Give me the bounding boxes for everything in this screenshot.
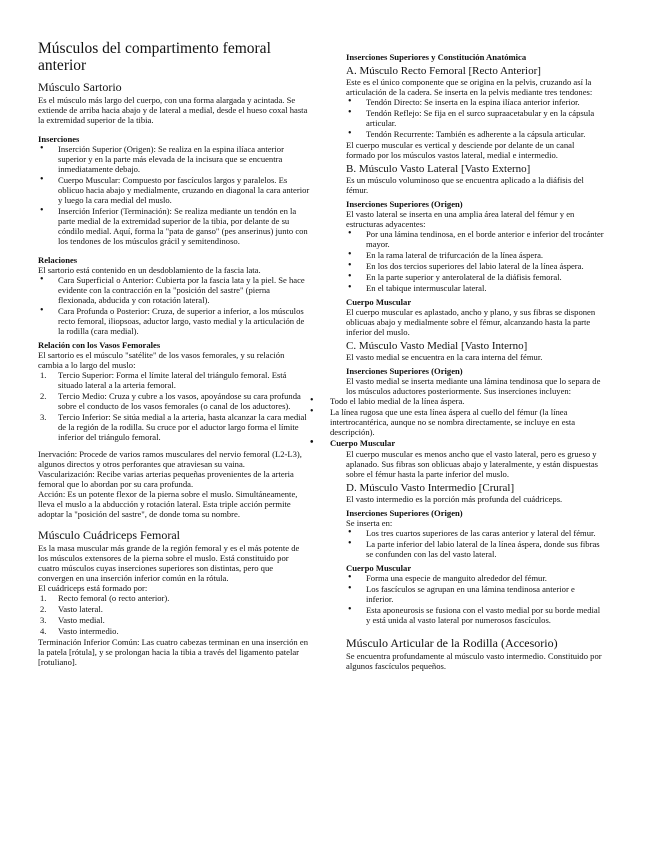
- list-item: • Por una lámina tendinosa, en el borde anterior e inferior del trocánter mayor.: [346, 229, 604, 249]
- cuadriceps-heading: Músculo Cuádriceps Femoral: [38, 528, 180, 542]
- list-item: • En la rama lateral de trifurcación de la línea áspera.: [346, 250, 604, 260]
- medial-heading: C. Músculo Vasto Medial [Vasto Interno]: [346, 340, 528, 352]
- intermedio-heading: D. Músculo Vasto Intermedio [Crural]: [346, 482, 515, 494]
- list-item: 3. Tercio Inferior: Se sitúa medial a la arteria, hasta alcanzar la cara medial de la región de la rodilla. Su cruce por el aductor largo forma el límite inferior del triángulo femoral.: [40, 412, 307, 442]
- sartorio-heading: Músculo Sartorio: [38, 80, 122, 94]
- inervacion-text: Inervación: Procede de varios ramos musculares del nervio femoral (L2-L3), algunos directos y otros perforantes que atraviesan su vaina.: [38, 449, 302, 469]
- list-item: • Tendón Reflejo: Se fija en el surco supraacetabular y en la cápsula articular.: [346, 108, 604, 128]
- intermedio-ins-list: [346, 528, 604, 559]
- inserciones-list: [38, 144, 310, 246]
- list-item: • Forma una especie de manguito alrededor del fémur.: [346, 573, 604, 583]
- recto-cuerpo: El cuerpo muscular es vertical y desciende por delante de un canal formado por los músculos vastos lateral, medial e intermedio.: [346, 140, 575, 160]
- medial-outer-list: [310, 396, 604, 448]
- vascularizacion-text: Vascularización: Recibe varias arterias pequeñas provenientes de la arteria femoral que lo abordan por su cara profunda.: [38, 469, 294, 489]
- relaciones-list: [38, 275, 310, 336]
- cuadriceps-parts-list: [38, 593, 310, 636]
- list-item: • Los tres cuartos superiores de las caras anterior y lateral del fémur.: [346, 528, 604, 538]
- list-item: • Inserción Superior (Origen): Se realiza en la espina ilíaca anterior superior y en la parte más elevada de la incisura que se encuentra inmediatamente debajo.: [38, 144, 310, 174]
- cuadriceps-intro: Es la masa muscular más grande de la región femoral y es el más potente de los músculos extensores de la pierna sobre el muslo. Está constituido por cuatro músculos cuyas inserciones superiores son distintas, pero que convergen en una inserción inferior común en la rótula.: [38, 543, 300, 583]
- medial-cuerpo: El cuerpo muscular es menos ancho que el vasto lateral, pero es grueso y aplanado. Sus fibras son oblicuas abajo y lateralmente, y están dispuestas sobre el fémur hasta la parte inferior del muslo.: [346, 449, 599, 479]
- vasos-intro: El sartorio es el músculo "satélite" de los vasos femorales, y su relación cambia a lo largo del muslo:: [38, 350, 285, 370]
- lateral-heading: B. Músculo Vasto Lateral [Vasto Externo]: [346, 163, 531, 175]
- list-item: 1. Recto femoral (o recto anterior).: [40, 593, 170, 603]
- intermedio-ins-heading: Inserciones Superiores (Origen): [346, 508, 463, 518]
- articular-text: Se encuentra profundamente al músculo vasto intermedio. Constituido por algunos fascículos pequeños.: [346, 651, 602, 671]
- intermedio-ins-intro: Se inserta en:: [346, 518, 393, 528]
- lateral-cuerpo-heading: Cuerpo Muscular: [346, 297, 412, 307]
- list-item: • Cuerpo Muscular: [310, 438, 604, 448]
- lateral-ins-intro: El vasto lateral se inserta en una amplia área lateral del fémur y en estructuras adyacentes:: [346, 209, 575, 229]
- list-item: • La parte inferior del labio lateral de la línea áspera, donde sus fibras se confunden con las del vasto lateral.: [346, 539, 604, 559]
- document-title: Músculos del compartimento femoral anterior: [38, 40, 271, 74]
- list-item: 2. Vasto lateral.: [40, 604, 103, 614]
- list-item: • Todo el labio medial de la línea áspera.: [310, 396, 604, 406]
- list-item: • Cara Profunda o Posterior: Cruza, de superior a inferior, a los músculos recto femoral, iliopsoas, aductor largo, vasto medial y la articulación de la rodilla (cara medial).: [38, 306, 310, 336]
- lateral-ins-list: [346, 229, 604, 293]
- intermedio-cuerpo-list: [346, 573, 604, 625]
- sartorio-intro: Es el músculo más largo del cuerpo, con una forma alargada y acintada. Se extiende de arriba hacia abajo y de lateral a medial, desde el hueso coxal hasta la extremidad superior de la tibia.: [38, 95, 308, 125]
- medial-ins-heading: Inserciones Superiores (Origen): [346, 366, 463, 376]
- terminacion-text: Terminación Inferior Común: Las cuatro cabezas terminan en una inserción en la patela [rótula], y se prolongan hacia la tibia a través del ligamento patelar [rotuliano].: [38, 637, 308, 667]
- vasos-list: [38, 370, 310, 442]
- vasos-heading: Relación con los Vasos Femorales: [38, 340, 161, 350]
- section-heading: Inserciones Superiores y Constitución Anatómica: [346, 52, 527, 62]
- list-item: • Cuerpo Muscular: Compuesto por fascículos largos y paralelos. Es oblicuo hacia abajo y medialmente, cruzando en diagonal la cara anterior y luego la cara medial del muslo.: [38, 175, 310, 205]
- articular-heading: Músculo Articular de la Rodilla (Accesorio): [346, 636, 558, 650]
- recto-intro: Este es el único componente que se origina en la pelvis, cruzando así la articulación de la cadera. Se inserta en la pelvis mediante tres tendones:: [346, 77, 593, 97]
- left-column: [38, 40, 310, 667]
- list-item: • Los fascículos se agrupan en una lámina tendinosa anterior e inferior.: [346, 584, 604, 604]
- right-column: [330, 52, 616, 671]
- relaciones-intro: El sartorio está contenido en un desdoblamiento de la fascia lata.: [38, 265, 261, 275]
- list-item: 4. Vasto intermedio.: [40, 626, 119, 636]
- list-item: 2. Tercio Medio: Cruza y cubre a los vasos, apoyándose su cara profunda sobre el conducto de los vasos femorales (o canal de los aductores).: [40, 391, 301, 411]
- list-item: • En los dos tercios superiores del labio lateral de la línea áspera.: [346, 261, 604, 271]
- list-item: • Inserción Inferior (Terminación): Se realiza mediante un tendón en la parte medial de la extremidad superior de la tibia, por delante de su cóndilo medial. Aquí, forma la "pata de ganso" (pes anserinus) junto con los tendones de los músculos grácil y semitendinoso.: [38, 206, 310, 246]
- list-item: • La línea rugosa que une esta línea áspera al cuello del fémur (la línea intertrocantérica, aunque no se nombra directamente, se incluye en esta descripción).: [310, 407, 604, 437]
- list-item: • En la parte superior y anterolateral de la diáfisis femoral.: [346, 272, 604, 282]
- recto-tendones-list: [346, 97, 604, 139]
- accion-text: Acción: Es un potente flexor de la pierna sobre el muslo. Simultáneamente, lleva el muslo a la abducción y rotación lateral. Esta triple acción permite adoptar la "posición del sastre", de donde toma su nombre.: [38, 489, 298, 519]
- inserciones-heading: Inserciones: [38, 134, 80, 144]
- recto-heading: A. Músculo Recto Femoral [Recto Anterior]: [346, 65, 541, 77]
- list-item: • Esta aponeurosis se fusiona con el vasto medial por su borde medial y está unida al vasto lateral por numerosos fascículos.: [346, 605, 604, 625]
- intermedio-intro: El vasto intermedio es la porción más profunda del cuádriceps.: [346, 494, 563, 504]
- list-item: • Tendón Recurrente: También es adherente a la cápsula articular.: [346, 129, 604, 139]
- medial-intro: El vasto medial se encuentra en la cara interna del fémur.: [346, 352, 543, 362]
- lateral-cuerpo: El cuerpo muscular es aplastado, ancho y plano, y sus fibras se disponen oblicuas abajo y medialmente sobre el fémur, alcanzando hasta la parte inferior del muslo.: [346, 307, 596, 337]
- list-item: 1. Tercio Superior: Forma el límite lateral del triángulo femoral. Está situado lateral a la arteria femoral.: [40, 370, 287, 390]
- lateral-intro: Es un músculo voluminoso que se encuentra aplicado a la diáfisis del fémur.: [346, 175, 584, 195]
- list-item: • Cara Superficial o Anterior: Cubierta por la fascia lata y la piel. Se hace evidente con la contracción en la "posición del sastre" (pierna flexionada, abducida y con rotación lateral).: [38, 275, 310, 305]
- list-item: • Tendón Directo: Se inserta en la espina ilíaca anterior inferior.: [346, 97, 604, 107]
- medial-ins-intro: El vasto medial se inserta mediante una lámina tendinosa que lo separa de los músculos aductores posteriormente. Sus inserciones incluyen:: [346, 376, 601, 396]
- list-item: 3. Vasto medial.: [40, 615, 105, 625]
- lateral-ins-heading: Inserciones Superiores (Origen): [346, 199, 463, 209]
- list-item: • En el tabique intermuscular lateral.: [346, 283, 604, 293]
- relaciones-heading: Relaciones: [38, 255, 78, 265]
- cuadriceps-formado: El cuádriceps está formado por:: [38, 583, 148, 593]
- intermedio-cuerpo-heading: Cuerpo Muscular: [346, 563, 412, 573]
